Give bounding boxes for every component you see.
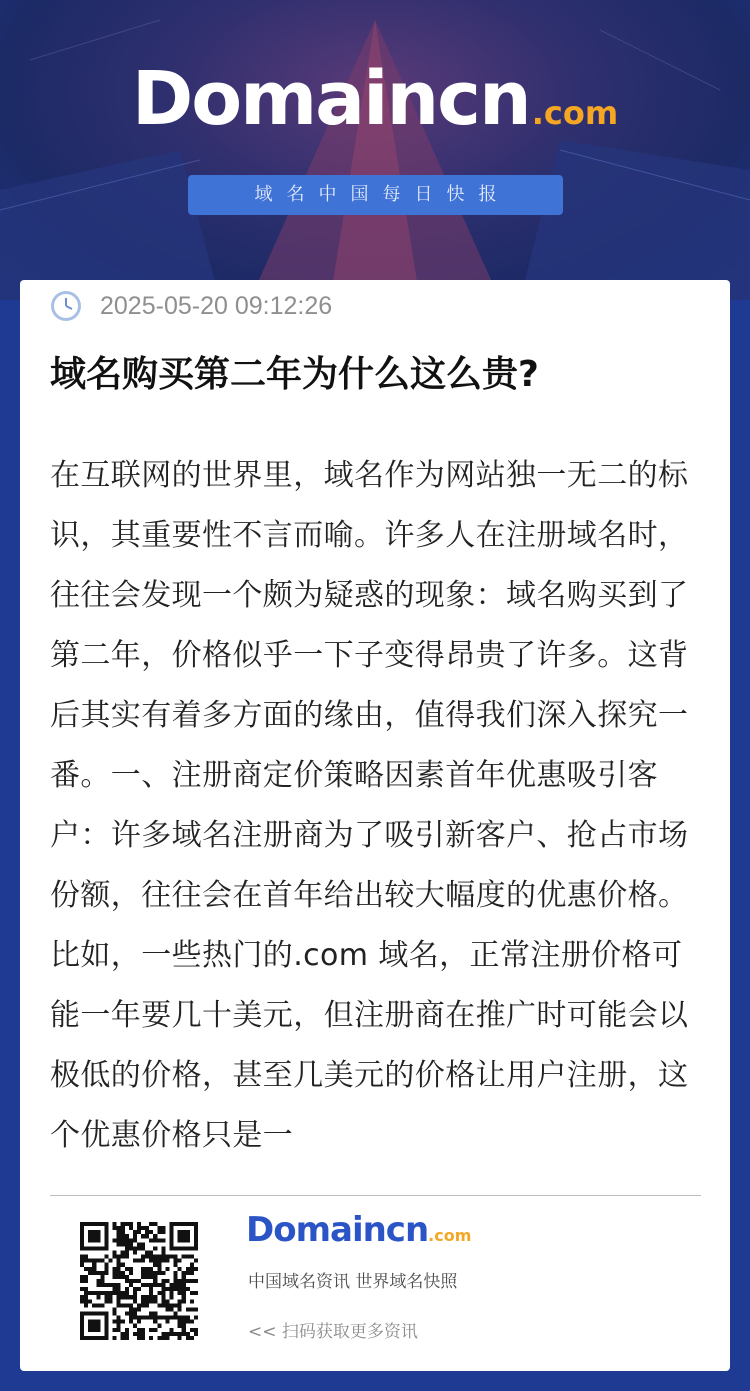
- banner-decoration: [0, 0, 750, 300]
- article-card: [20, 280, 730, 1371]
- article-body: 在互联网的世界里，域名作为网站独一无二的标识，其重要性不言而喻。许多人在注册域名时，往往会发现一个颇为疑惑的现象：域名购买到了第二年，价格似乎一下子变得昂贵了许多。这背后其实有着多方面的缘由，值得我们深入探究一番。一、注册商定价策略因素首年优惠吸引客户：许多域名注册商为了吸引新客户、抢占市场份额，往往会在首年给出较大幅度的优惠价格。比如，一些热门的.com 域名，正常注册价格可能一年要几十美元，但注册商在推广时可能会以极低的价格，甚至几美元的价格让用户注册，这个优惠价格只是一: [50, 458, 689, 1153]
- footer-divider: [50, 1195, 701, 1196]
- article-meta: [50, 288, 332, 324]
- header-logo: [0, 56, 750, 142]
- logo-main-text: Domaincn: [131, 56, 530, 142]
- scan-prompt: << 扫码获取更多资讯: [248, 1322, 418, 1342]
- logo-tld-text: .com: [531, 94, 619, 132]
- article-title: 域名购买第二年为什么这么贵?: [50, 354, 539, 395]
- clock-icon: [50, 290, 82, 322]
- header-banner: [0, 0, 750, 300]
- qr-code: [80, 1222, 198, 1340]
- daily-brief-subtitle: 域名中国每日快报: [188, 175, 563, 215]
- footer-logo-main: Domaincn: [246, 1210, 429, 1250]
- publish-datetime: 2025-05-20 09:12:26: [100, 291, 333, 320]
- footer-tagline: 中国域名资讯 世界域名快照: [248, 1272, 458, 1292]
- footer-logo-tld: .com: [428, 1226, 472, 1245]
- footer-logo: [246, 1210, 471, 1250]
